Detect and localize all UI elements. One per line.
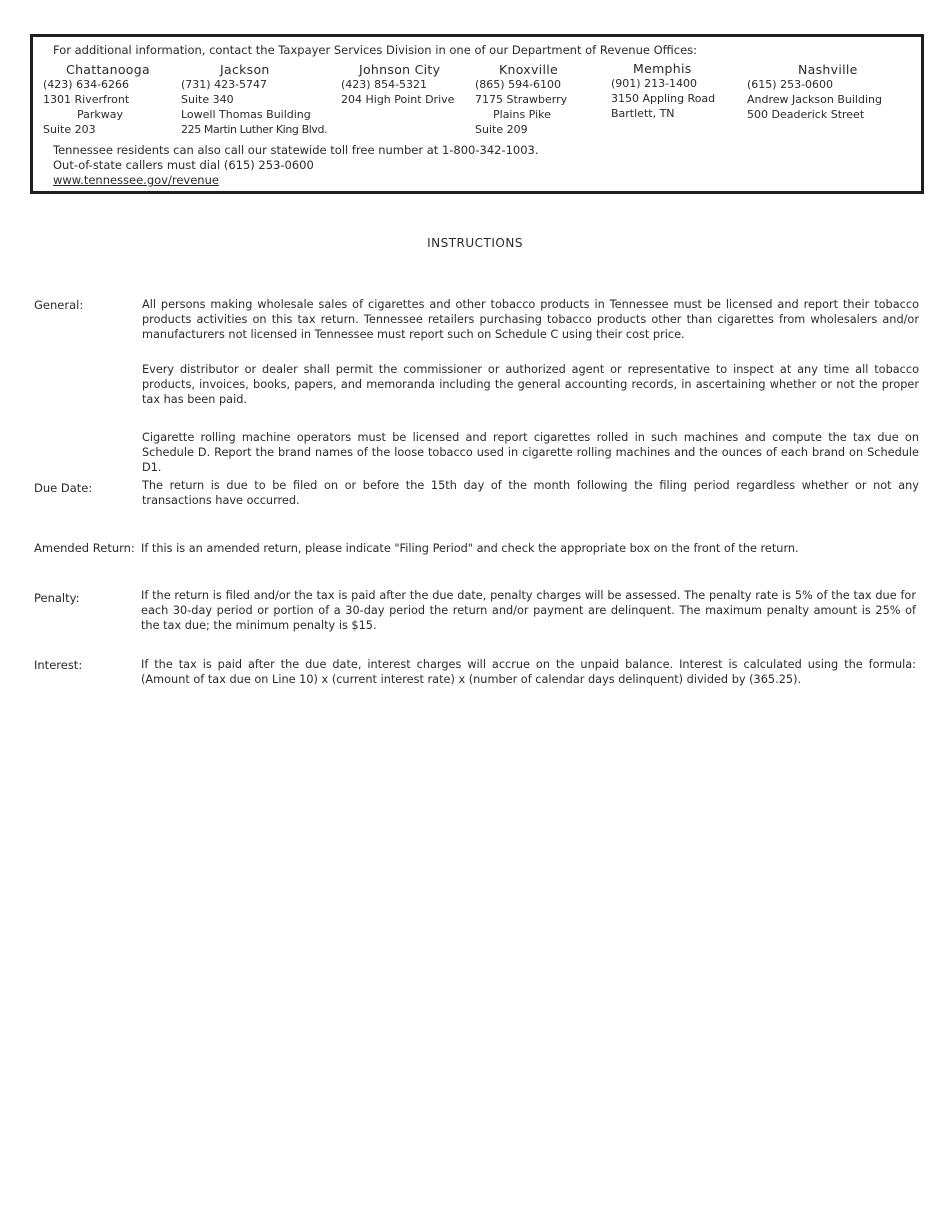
office-chattanooga	[43, 63, 173, 137]
office-address-line: Bartlett, TN	[611, 107, 675, 120]
office-city: Memphis	[633, 61, 692, 76]
office-address-line: 3150 Appling Road	[611, 92, 716, 105]
instructions-title: INSTRUCTIONS	[427, 236, 523, 250]
office-nashville	[747, 63, 907, 122]
interest-text: If the tax is paid after the due date, interest charges will accrue on the unpaid balance. Interest is calculated using the formula: (Amount of tax due on Line 10) x (current interest rate) x (number of calendar days delinquent) divided by (365.25).	[141, 658, 916, 686]
office-jackson	[181, 63, 331, 137]
amended-return-text: If this is an amended return, please indicate "Filing Period" and check the appropriate box on the front of the return.	[141, 542, 799, 555]
penalty-text: If the return is filed and/or the tax is paid after the due date, penalty charges will be assessed. The penalty rate is 5% of the tax due for each 30-day period or portion of a 30-day period the return and/or payment are delinquent. The maximum penalty amount is 25% of the tax due; the minimum penalty is $15.	[141, 589, 916, 632]
office-phone: (423) 634-6266	[43, 78, 130, 91]
office-phone: (615) 253-0600	[747, 78, 834, 91]
general-paragraph-2: Every distributor or dealer shall permit the commissioner or authorized agent or representative to inspect at any time all tobacco products, invoices, books, papers, and memoranda including the general accounting records, in ascertaining whether or not the proper tax has been paid.	[142, 363, 919, 406]
office-phone: (901) 213-1400	[611, 77, 698, 90]
due-date-label: Due Date:	[34, 481, 93, 495]
toll-free-note: Tennessee residents can also call our statewide toll free number at 1-800-342-1003.	[53, 143, 539, 157]
general-label: General:	[34, 298, 84, 312]
office-address-line: Suite 209	[475, 123, 528, 136]
contact-info-box	[30, 34, 924, 194]
office-address-line: 1301 Riverfront	[43, 93, 130, 106]
office-city: Johnson City	[359, 62, 441, 77]
office-address-line: Andrew Jackson Building	[747, 93, 882, 106]
office-address-line: Plains Pike	[493, 108, 551, 121]
office-city: Nashville	[798, 62, 858, 77]
office-address-line: Lowell Thomas Building	[181, 108, 311, 121]
contact-footer	[53, 143, 539, 188]
penalty-label: Penalty:	[34, 591, 80, 605]
office-address-line: 7175 Strawberry	[475, 93, 568, 106]
office-phone: (423) 854-5321	[341, 78, 428, 91]
contact-intro: For additional information, contact the Taxpayer Services Division in one of our Department of Revenue Offices:	[53, 43, 698, 57]
office-address-line: Suite 340	[181, 93, 234, 106]
amended-return-label: Amended Return:	[34, 541, 135, 555]
office-city: Knoxville	[499, 62, 558, 77]
due-date-text: The return is due to be filed on or before the 15th day of the month following the filing period regardless whether or not any transactions have occurred.	[142, 479, 919, 507]
general-paragraph-3: Cigarette rolling machine operators must be licensed and report cigarettes rolled in such machines and compute the tax due on Schedule D. Report the brand names of the loose tobacco used in cigarette rolling machines and the ounces of each brand on Schedule D1.	[142, 431, 919, 474]
office-address-line: 225 Martin Luther King Blvd.	[181, 123, 328, 136]
general-paragraph-1: All persons making wholesale sales of cigarettes and other tobacco products in Tennessee must be licensed and report their tobacco products activities on this tax return. Tennessee retailers purchasing tobacco products other than cigarettes from wholesalers and/or manufacturers not licensed in Tennessee must report such on Schedule C using their cost price.	[142, 298, 919, 341]
office-phone: (731) 423-5747	[181, 78, 268, 91]
office-address-line: Parkway	[77, 108, 124, 121]
office-memphis	[611, 62, 736, 121]
office-address-line: 204 High Point Drive	[341, 93, 455, 106]
office-knoxville	[475, 63, 595, 137]
office-johnson-city	[341, 63, 471, 107]
office-city: Chattanooga	[66, 62, 150, 77]
office-address-line: Suite 203	[43, 123, 96, 136]
office-address-line: 500 Deaderick Street	[747, 108, 865, 121]
office-phone: (865) 594-6100	[475, 78, 562, 91]
office-city: Jackson	[220, 62, 270, 77]
out-of-state-note: Out-of-state callers must dial (615) 253-0600	[53, 158, 314, 172]
interest-label: Interest:	[34, 658, 83, 672]
revenue-website-link[interactable]: www.tennessee.gov/revenue	[53, 173, 219, 187]
